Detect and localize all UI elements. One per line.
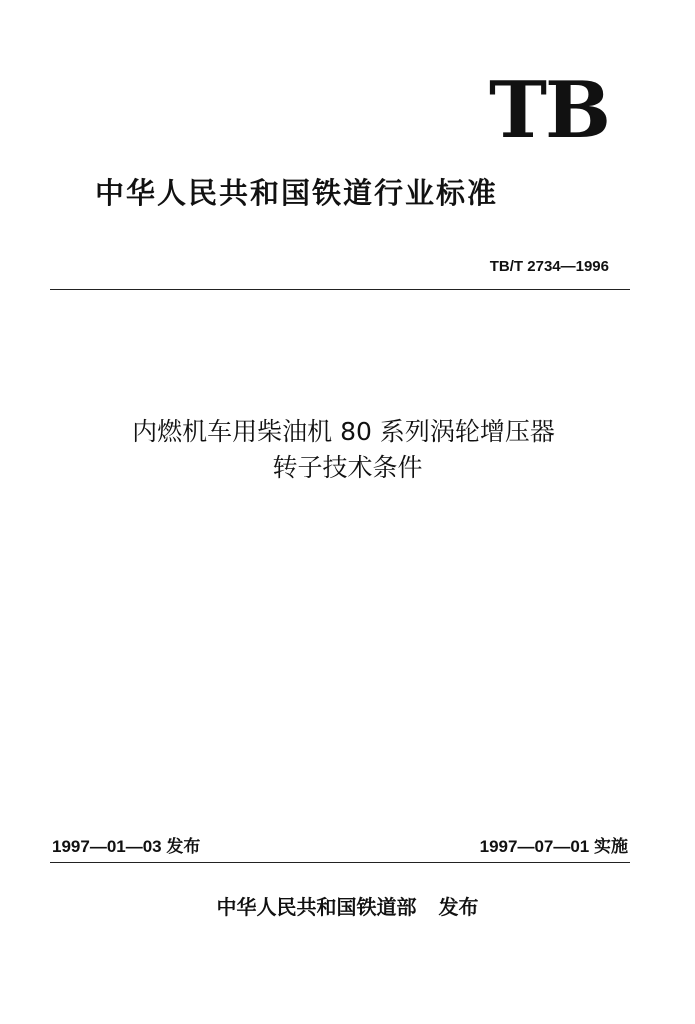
standard-number: TB/T 2734—1996 — [489, 258, 609, 275]
bottom-divider — [50, 862, 630, 863]
publish-action: 发布 — [438, 895, 479, 919]
title-line-1: 内燃机车用柴油机 80 系列涡轮增压器 — [132, 417, 555, 446]
publisher-line — [0, 891, 695, 920]
publisher-name: 中华人民共和国铁道部 — [216, 895, 417, 919]
issue-date: 1997—01—03 发布 — [52, 837, 201, 856]
title-line-2: 转子技术条件 — [272, 453, 423, 483]
standard-category: 中华人民共和国铁道行业标准 — [95, 176, 499, 210]
document-title — [0, 414, 695, 487]
effective-date: 1997—07—01 实施 — [479, 837, 628, 856]
top-divider — [50, 289, 630, 290]
tb-logo: TB — [489, 65, 609, 156]
